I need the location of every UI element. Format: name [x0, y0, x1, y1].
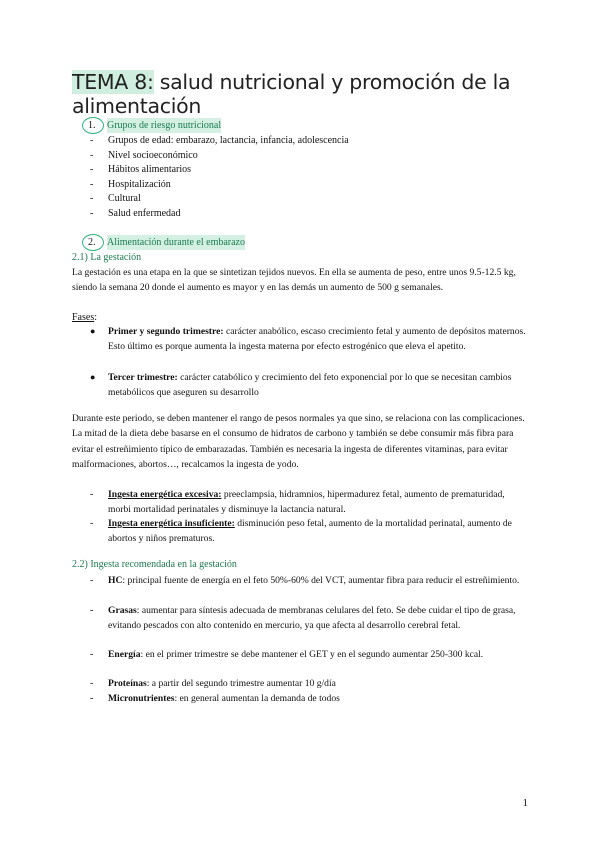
- fase-1: Primer y segundo trimestre: carácter anabólico, escaso crecimiento fetal y aumento de depósitos maternos. Esto último es porque aumenta la ingesta materna por efecto estrogénico que eleva el apetito.: [108, 326, 526, 353]
- list-item: Hábitos alimentarios: [108, 164, 192, 175]
- rec-item: Proteínas: a partir del segundo trimestre aumentar 10 g/día: [108, 678, 336, 689]
- rec-item: Micronutrientes: en general aumentan la demanda de todos: [108, 693, 340, 704]
- title-rest: salud nutricional y promoción de la alimentación: [72, 70, 511, 118]
- ingesta-excesiva: Ingesta energética excesiva: preeclampsia, hidramnios, hipermadurez fetal, aumento de prematuridad, morbi mortalidad perinatales y disminuye la lactancia natural.: [108, 489, 505, 516]
- list-item: Nivel socioeconómico: [108, 150, 198, 161]
- section2-number: 2.: [88, 237, 96, 248]
- periodo-paragraph: Durante este periodo, se deben mantener el rango de pesos normales ya que sino, se relaciona con las complicaciones. La mitad de la dieta debe basarse en el consumo de hidratos de carbono y también se debe consumir más fibra para evitar el estreñimiento típico de embarazadas. También es necesaria la ingesta de diferentes vitaminas, para evitar malformaciones, abortos…, recalcamos la ingesta de yodo.: [72, 413, 525, 470]
- rec-item: Energía: en el primer trimestre se debe mantener el GET y en el segundo aumentar 250-300 kcal.: [108, 649, 484, 660]
- title-prefix: TEMA 8:: [72, 70, 154, 94]
- page-title: [72, 70, 542, 118]
- section2-heading: Alimentación durante el embarazo: [107, 237, 245, 248]
- subheading-gestacion: 2.1) La gestación: [72, 252, 142, 263]
- document-page: TEMA 8: salud nutricional y promoción de la alimentación 1. Grupos de riesgo nutricional - Grupos de edad: embarazo, lactancia, infancia, adolescencia - Nivel socioeconómico - Hábitos alimentarios - Hospitalización - Cultural - Salud enfermedad 2. Alimentación durante el embarazo 2.1) La gestación La gestación es una etapa en la que se sintetizan tejidos nuevos. En ella se aumenta de peso, entre unos 9.5-12.5 kg, siendo la semana 20 donde el aumento es mayor y en las demás un aumento de 500 g semanales. Fases: ● Primer y segundo trimestre: carácter anabólico, escaso crecimiento fetal y aumento de depósitos maternos. Esto último es porque aumenta la ingesta materna por efecto estrogénico que eleva el apetito. ● Tercer trimestre: carácter catabólico y crecimiento del feto exponencial por lo que se necesitan cambios metabólicos que aseguren su desarrollo Durante este periodo, se deben mantener el rango de pesos normales ya que sino, se relaciona con las complicaciones. La mitad de la dieta debe basarse en el consumo de hidratos de carbono y también se debe consumir más fibra para evitar el estreñimiento típico de embarazadas. También es necesaria la ingesta de diferentes vitaminas, para evitar malformaciones, abortos…, recalcamos la ingesta de yodo. - Ingesta energética excesiva: preeclampsia, hidramnios, hipermadurez fetal, aumento de prematuridad, morbi mortalidad perinatales y disminuye la lactancia natural. - Ingesta energética insuficiente: disminución peso fetal, aumento de la mortalidad perinatal, aumento de abortos y niños prematuros. 2.2) Ingesta recomendada en la gestación - HC: principal fuente de energía en el feto 50%-60% del VCT, aumentar fibra para reducir el estreñimiento. - Grasas: aumentar para síntesis adecuada de membranas celulares del feto. Se debe cuidar el tipo de grasa, evitando pescados con alto contenido en mercurio, ya que afecta al desarrollo cerebral fetal. - Energía: en el primer trimestre se debe mantener el GET y en el segundo aumentar 250-300 kcal. - Proteínas: a partir del segundo trimestre aumentar 10 g/día - Micronutrientes: en general aumentan la demanda de todos 1: [0, 0, 600, 848]
- fase-2: Tercer trimestre: carácter catabólico y crecimiento del feto exponencial por lo que se necesitan cambios metabólicos que aseguren su desarrollo: [108, 372, 512, 399]
- list-item: Hospitalización: [108, 179, 171, 190]
- bullet-icon: ●: [90, 372, 96, 382]
- intro-paragraph: La gestación es una etapa en la que se sintetizan tejidos nuevos. En ella se aumenta de peso, entre unos 9.5-12.5 kg, siendo la semana 20 donde el aumento es mayor y en las demás un aumento de 500 g semanales.: [72, 267, 516, 294]
- list-item: Cultural: [108, 193, 141, 204]
- page-number: 1: [522, 797, 528, 809]
- subheading-ingesta: 2.2) Ingesta recomendada en la gestación: [72, 559, 237, 570]
- list-item: Salud enfermedad: [108, 208, 181, 219]
- section1-heading: Grupos de riesgo nutricional: [107, 120, 222, 131]
- rec-item: Grasas: aumentar para síntesis adecuada de membranas celulares del feto. Se debe cuidar el tipo de grasa, evitando pescados con alto contenido en mercurio, ya que afecta al desarrollo cerebral fetal.: [108, 605, 516, 632]
- bullet-icon: ●: [90, 326, 96, 336]
- ingesta-insuficiente: Ingesta energética insuficiente: disminución peso fetal, aumento de la mortalidad perinatal, aumento de abortos y niños prematuros.: [108, 518, 512, 545]
- list-item: Grupos de edad: embarazo, lactancia, infancia, adolescencia: [108, 135, 349, 146]
- rec-item: HC: principal fuente de energía en el feto 50%-60% del VCT, aumentar fibra para reducir el estreñimiento.: [108, 575, 520, 586]
- section1-number: 1.: [88, 120, 96, 131]
- fases-label: Fases:: [72, 312, 98, 323]
